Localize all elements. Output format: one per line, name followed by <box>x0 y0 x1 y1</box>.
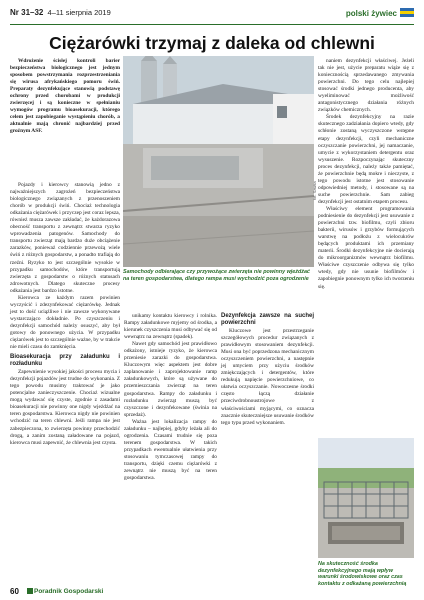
column-4 <box>318 58 414 291</box>
column-2 <box>124 313 217 482</box>
body-paragraph: Zapewnienie wysokiej jakości procesu mycia i dezynfekcji pojazdów jest trudne do wykonania. Z tego powodu musimy traktować je jako potencjalne zanieczyszczenie. Chociaż wizualne mogą wydawać się czyste, zgodnie z zasadami bioasekuracji nie powinny one nigdy wjeżdżać na teren gospodarstwa. Kierowca nigdy nie powinien wchodzić na teren chlewni. Jeśli rampa nie jest zabezpieczona, to zwierzęta powinny przechodzić drogą, a zanim zostaną załadowane na pojazd, kierowca musi zapewnić, że chlewnia jest czysta. <box>10 369 120 446</box>
column-1 <box>10 182 120 447</box>
magazine-logo <box>26 588 103 595</box>
section-heading: Dezynfekcja zawsze na suchej powierzchni <box>221 313 314 326</box>
article-title: Ciężarówki trzymaj z daleka od chlewni <box>49 33 375 53</box>
page-number: 60 <box>10 587 19 596</box>
section-label <box>346 8 414 18</box>
photo-disinfection-gate <box>318 438 414 558</box>
section-name: polski żywiec <box>345 9 397 18</box>
header-divider <box>10 24 414 25</box>
photo-caption: Samochody odbierające czy przywożące zwierzęta nie powinny wjeżdżać na teren gospodarstwa, dlatego rampa musi wychodzić poza ogrodzenie <box>123 269 310 282</box>
issue-number: Nr 31–32 <box>10 8 44 17</box>
photo-credit: fot. Sawka <box>312 181 317 200</box>
photo-truck-ramp <box>123 56 314 267</box>
body-paragraph: Ważna jest lokalizacja rampy do załadunku – najlepiej, gdyby leżała ali do ogrodzenia. Czasami trudnie się poza terenem gospodarstwa. W takich przypadkach ewentualnie ułatwienia przy stosowaniu tymczasowej rampy do transportu, dzięki czemu ciężarówki z zewnątrz nie muszą być na teren gospodarstwa. <box>124 418 217 482</box>
body-paragraph: Nawet gdy samochód jest prawidłowo odkażony, istnieje ryzyko, że kierowca przeniesie zarazki do gospodarstwa. Kluczowym więc aspektem jest dobre zaplanowanie i zaprojektowanie ramp załadunkowych, które są używane do przemieszczania zwierząt na teren gospodarstwa. Rampy do załadunku i rozładunku zwierząt muszą być czyszczone i dezynfekowane (świnia na sprzedaż). <box>124 341 217 418</box>
photo-illustration <box>123 56 314 267</box>
body-paragraph: Kierowca ze każdym razem powinien wyczyścić i zdezynfekować ciężarówkę. Jednak jest to dość uciążliwe i nie zawsze wykonywane wystarczająco dokładnie. Po czyszczeniu i dezynfekcji samochód należy osuszyć, aby był gotowy do ponownego użycia. W przypadku ciężarówek jest to szczególnie ważne, by w trakcie nie mieli czasu do zamknięcia. <box>10 294 120 351</box>
body-paragraph: Kluczowe jest przestrzeganie szczegółowych procedur związanych z prawidłowym stosowaniem dezynfekcji. Musi ona być poprzedzona mechanicznym oczyszczeniem powierzchni, a następnie jej umyciem przy użyciu środków zmiękczających i detergentów, które redukują napięcie powierzchniowe, co ułatwia oczyszczanie. Nowoczesne środki często łączą działanie przeciwdrobnoustrojowe z właściwościami myjącymi, co oznacza znacznie skuteczniejsze usuwanie środków tego typu przed wykonaniem. <box>221 328 314 426</box>
photo-caption: Na skuteczność środka dezynfekcyjnego mają wpływ warunki środowiskowe oraz czas kontaktu z odkażaną powierzchnią <box>318 561 407 587</box>
body-paragraph: Pojazdy i kierowcy stanowią jedno z najważniejszych zagrożeń bezpieczeństwa biologicznego związanych z przenoszeniem chorób w produkcji świń. Chociaż technologia odkażania ciężarówek i przyczep jest coraz lepsza, również musza zawsze zakładać, że każdorazowa obecność transportu z zewnątrz stwarza ryzyko wprowadzenia patogenów. Samochody do transportu zwierząt mają bardzo duże obciążenie zarazków, ponieważ codziennie przewożą wiele świń z różnych gospodarstw, a ponadto trafiają do rzeźni. Ryzyko to jest szczególnie wysokie w przypadku samochodów, które transportują zwierzęta z gospodarstw o różnych statusach zdrowotnych. Dlatego skuteczne procesy odkażania jest bardzo istotne. <box>10 182 120 294</box>
lead-paragraph: Wdrożenie ścisłej kontroli barier bezpieczeństwa biologicznego jest jednym sposobem powstrzymania rozprzestrzeniania się wirusa afrykańskiego pomoru świń. Preparaty dezynfekujące stanowią podstawę ochrony przed chorobami w produkcji zwierzęcej i są konieczne w spełnianiu wymogów programu bioasekuracji, którego celem jest zapobieganie wystąpieniu chorób, a aktualnie mają chronić najbardziej przed groźnym ASF. <box>10 58 120 135</box>
body-paragraph: Środek dezynfekcyjny na razie skutecznego zadziałania dopiero wtedy, gdy schłonie zostaną wyczyszczone wstępne etapy dezynfekcji, czyli mechaniczne oczyszczanie powierzchni, jej namaczanie, umycie z wykorzystaniem detergentu oraz wysuszenie. Rozpoczynając skuteczny proces dezynfekcji, należy także pamiętać, że powierzchnie będą mokre i nieczyste, z tego powodu istotne jest stosowanie odpowiedniej metody, i stosowane są na suche powierzchnie. Sam zabieg dezynfekcji jest ostatnim etapem procesu. <box>318 114 414 205</box>
section-heading: Bioasekuracja przy załadunku i rozładunku <box>10 354 120 368</box>
body-paragraph: unikamy kontaktu kierowcy i rolnika. Rampy załadunkowe myjemy od środka, a kierunek czyszczenia musi odbywać się od wewnątrz na zewnątrz (spadek). <box>124 313 217 341</box>
flag-icon <box>400 8 414 17</box>
lead-column <box>10 58 120 136</box>
logo-square-icon <box>27 588 33 594</box>
issue-info <box>10 8 111 17</box>
magazine-name: Poradnik Gospodarski <box>34 588 104 595</box>
body-paragraph: Właściwy element programowania podniesienie do dezynfekcji jest usuwanie z powierzchni tzw. biofilmu, czyli zbioru bakterii, wirusów i grzybów formujących warstwę na podłożu z wielocukrów będących produktami ich przemiany materii. Środki dezynfekcyjne nie docierają do mikroorganizmów wewnątrz biofilmu. Właściwe czyszczenie odbywa się tylko wtedy, gdy nie usunie biofilmów i zapobiegnie ponownym tylko ich tworzeniu się. <box>318 205 414 290</box>
column-3 <box>221 313 314 427</box>
page-footer <box>10 587 414 597</box>
photo-illustration <box>318 438 414 558</box>
body-paragraph: naniem dezynfekcji właściwej. Jeżeli tak nie jest, użycie preparatu wiąże się z koniecznością sprzedawanego zmywania powierzchni. Do tego celu najlepiej stosować środki jednego producenta, aby wyeliminować możliwość antagonistycznego działania różnych związków chemicznych. <box>318 58 414 114</box>
page-header <box>10 8 414 24</box>
issue-dates: 4–11 sierpnia 2019 <box>47 8 111 17</box>
